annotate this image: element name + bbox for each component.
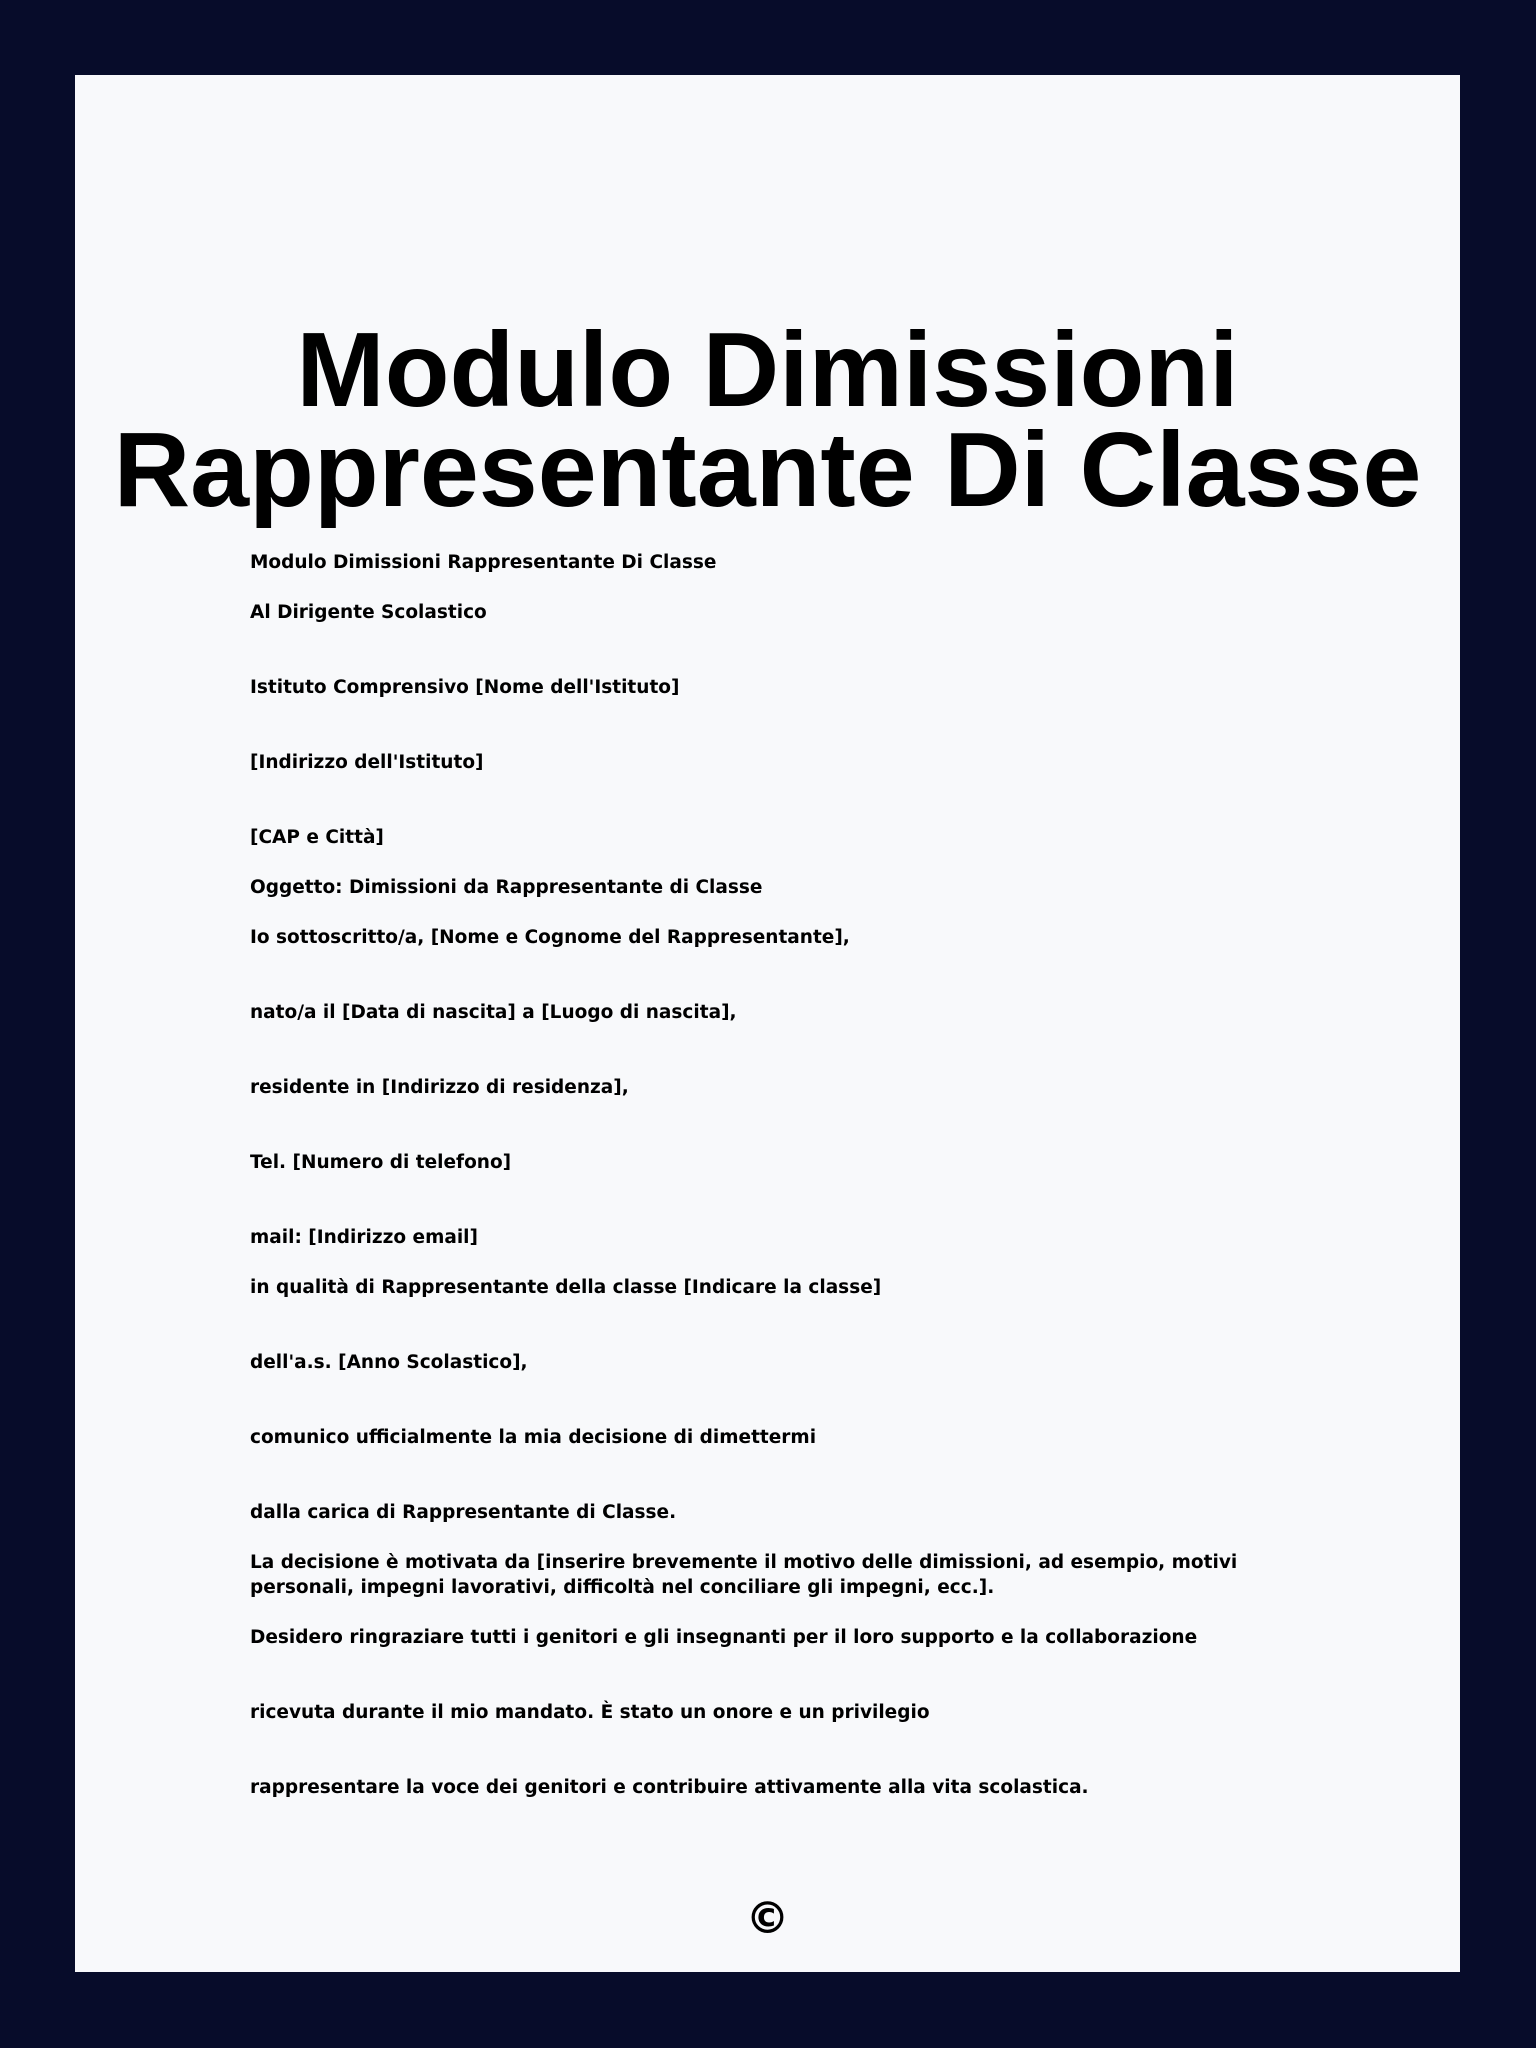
role-line: dalla carica di Rappresentante di Classe. [250,1502,677,1523]
motivation-paragraph: La decisione è motivata da [inserire brevemente il motivo delle dimissioni, ad esempio, motivi personali, impegni lavorativi, difficoltà nel conciliare gli impegni, ecc.]. [250,1552,1238,1598]
document-page [75,75,1460,1972]
recipient-line: Al Dirigente Scolastico [250,602,487,623]
communication-line: comunico ufficialmente la mia decisione di dimettermi [250,1427,817,1448]
heading-line: Modulo Dimissioni Rappresentante Di Classe [250,552,717,573]
thanks-line-3: rappresentare la voce dei genitori e contribuire attivamente alla vita scolastica. [250,1777,1089,1798]
title-line-1: Modulo Dimissioni [296,311,1239,429]
signatory-line: Io sottoscritto/a, [Nome e Cognome del Rappresentante], [250,927,850,948]
phone-line: Tel. [Numero di telefono] [250,1152,512,1173]
copyright-icon: © [745,1893,790,1944]
thanks-line-1: Desidero ringraziare tutti i genitori e gli insegnanti per il loro supporto e la collaborazione [250,1627,1198,1648]
cap-city-line: [CAP e Città] [250,827,384,848]
document-title [75,311,1460,529]
residence-line: residente in [Indirizzo di residenza], [250,1077,629,1098]
title-line-2: Rappresentante Di Classe [113,411,1422,529]
email-line: mail: [Indirizzo email] [250,1227,478,1248]
class-line: in qualità di Rappresentante della classe [Indicare la classe] [250,1277,882,1298]
subject-line: Oggetto: Dimissioni da Rappresentante di Classe [250,877,763,898]
institute-address-line: [Indirizzo dell'Istituto] [250,752,484,773]
thanks-line-2: ricevuta durante il mio mandato. È stato un onore e un privilegio [250,1702,930,1723]
institute-name-line: Istituto Comprensivo [Nome dell'Istituto] [250,677,680,698]
birth-line: nato/a il [Data di nascita] a [Luogo di nascita], [250,1002,737,1023]
school-year-line: dell'a.s. [Anno Scolastico], [250,1352,528,1373]
